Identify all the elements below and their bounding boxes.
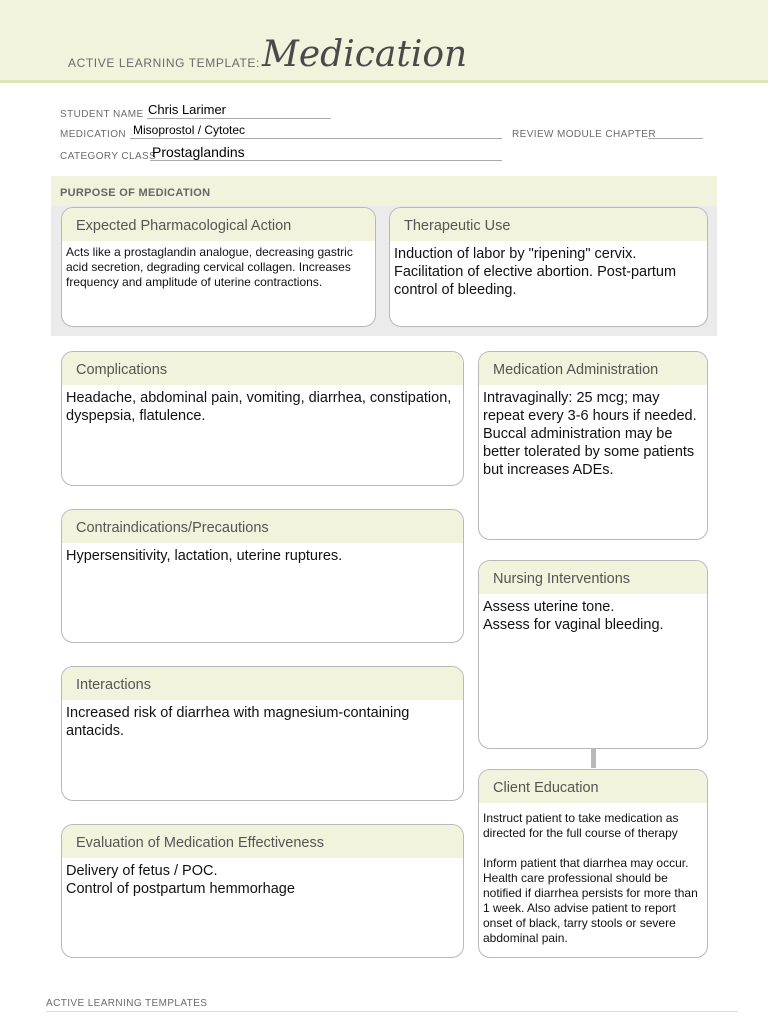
header-label: ACTIVE LEARNING TEMPLATE: xyxy=(68,56,260,70)
expected-action-box xyxy=(61,207,376,327)
evaluation-title: Evaluation of Medication Effectiveness xyxy=(62,825,463,858)
complications-box xyxy=(61,351,464,486)
category-class-line xyxy=(150,160,502,161)
nursing-interventions-title: Nursing Interventions xyxy=(479,561,707,594)
medication-field[interactable]: Misoprostol / Cytotec xyxy=(133,123,246,137)
expected-action-text[interactable]: Acts like a prostaglandin analogue, decreasing gastric acid secretion, degrading cervical collagen. Increases frequency and amplitude of uterine contractions. xyxy=(66,245,353,289)
complications-text[interactable]: Headache, abdominal pain, vomiting, diarrhea, constipation, dyspepsia, flatulence. xyxy=(66,390,452,424)
review-module-field[interactable] xyxy=(648,138,703,139)
student-name-field[interactable]: Chris Larimer xyxy=(148,102,227,117)
student-name-label: STUDENT NAME xyxy=(60,109,144,120)
therapeutic-use-text[interactable]: Induction of labor by "ripening" cervix. Facilitation of elective abortion. Post-partum control of bleeding. xyxy=(394,246,677,298)
administration-box xyxy=(478,351,708,540)
therapeutic-use-title: Therapeutic Use xyxy=(390,208,707,241)
connector-bar xyxy=(591,748,596,768)
contraindications-box xyxy=(61,509,464,643)
client-education-title: Client Education xyxy=(479,770,707,803)
category-class-field[interactable]: Prostaglandins xyxy=(152,144,245,160)
complications-title: Complications xyxy=(62,352,463,385)
contraindications-text[interactable]: Hypersensitivity, lactation, uterine ruptures. xyxy=(66,548,343,564)
client-education-box xyxy=(478,769,708,958)
interactions-text[interactable]: Increased risk of diarrhea with magnesium-containing antacids. xyxy=(66,705,410,739)
interactions-title: Interactions xyxy=(62,667,463,700)
therapeutic-use-box xyxy=(389,207,708,327)
client-education-text[interactable]: Instruct patient to take medication as directed for the full course of therapy Inform patient that diarrhea may occur. Health care professional should be notified if diarrhea persists for more than 1 week. Also advise patient to report onset of black, tarry stools or severe abdominal pain. xyxy=(483,811,698,945)
category-class-label: CATEGORY CLASS xyxy=(60,151,157,162)
evaluation-text[interactable]: Delivery of fetus / POC. Control of postpartum hemmorhage xyxy=(66,863,295,897)
page-title: Medication xyxy=(262,34,468,75)
administration-text[interactable]: Intravaginally: 25 mcg; may repeat every 3-6 hours if needed. Buccal administration may be better tolerated by some patients but increases ADEs. xyxy=(483,390,697,478)
contraindications-title: Contraindications/Precautions xyxy=(62,510,463,543)
evaluation-box xyxy=(61,824,464,958)
nursing-interventions-box xyxy=(478,560,708,749)
administration-title: Medication Administration xyxy=(479,352,707,385)
review-module-label: REVIEW MODULE CHAPTER xyxy=(512,129,656,140)
interactions-box xyxy=(61,666,464,801)
student-name-line xyxy=(147,118,331,119)
footer-divider xyxy=(46,1011,738,1012)
medication-line xyxy=(130,138,502,139)
nursing-interventions-text[interactable]: Assess uterine tone. Assess for vaginal bleeding. xyxy=(483,599,664,633)
purpose-label: PURPOSE OF MEDICATION xyxy=(60,187,211,199)
medication-label: MEDICATION xyxy=(60,129,127,140)
expected-action-title: Expected Pharmacological Action xyxy=(62,208,375,241)
footer-label: ACTIVE LEARNING TEMPLATES xyxy=(46,998,208,1009)
